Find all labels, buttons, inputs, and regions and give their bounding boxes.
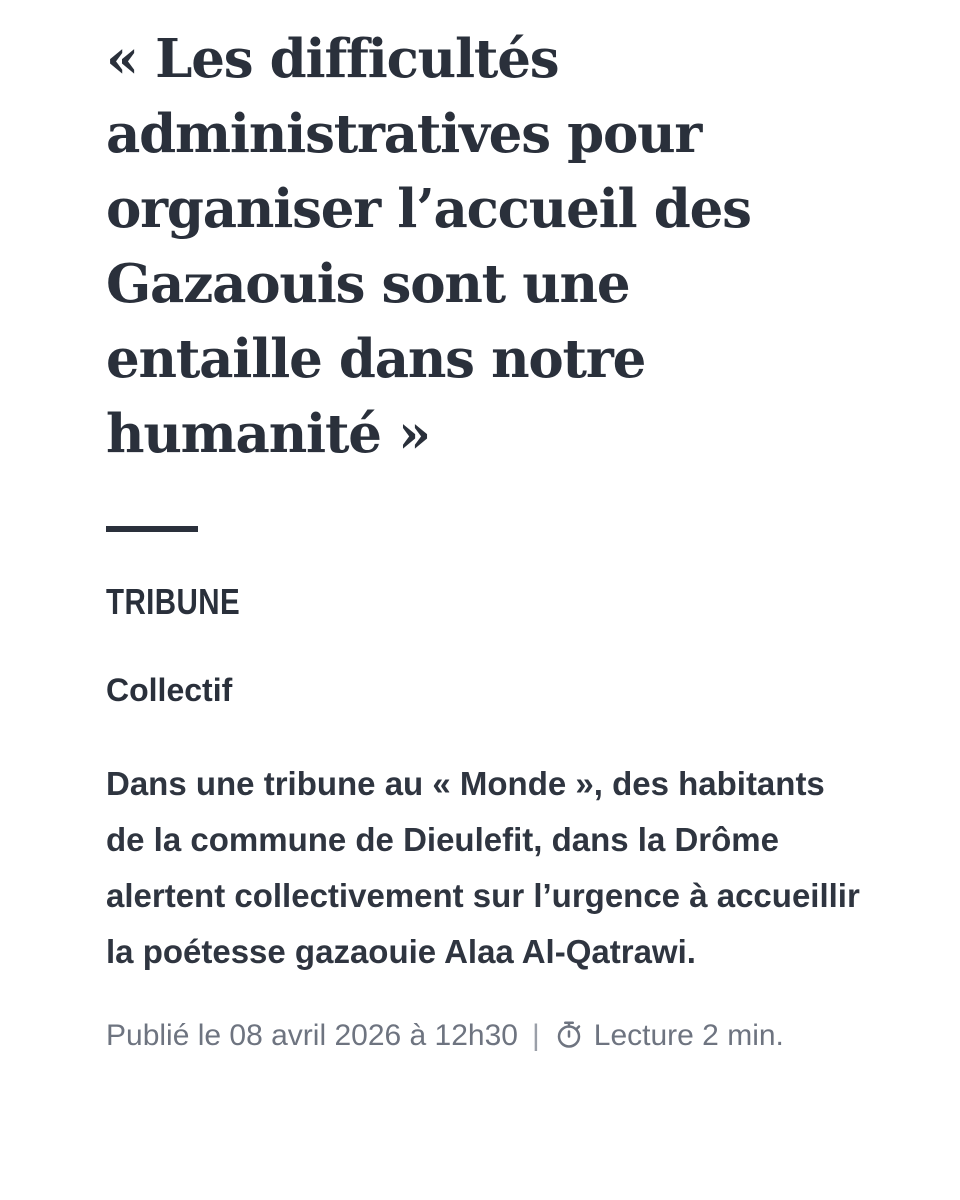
article-meta (106, 1010, 846, 1062)
author-name[interactable]: Collectif (106, 672, 233, 708)
headline-divider (106, 526, 198, 532)
publish-date: Publié le 08 avril 2026 à 12h30 (106, 1019, 518, 1052)
section-label[interactable]: TRIBUNE (106, 581, 241, 622)
meta-separator: | (531, 1019, 540, 1052)
stopwatch-icon (554, 1019, 584, 1049)
article-header (106, 22, 866, 1062)
article-headline: « Les difficultés administratives pour organiser l’accueil des Gazaouis sont une entaille dans notre humanité » (106, 28, 751, 465)
article-summary: Dans une tribune au « Monde », des habitants de la commune de Dieulefit, dans la Drôme alertent collectivement sur l’urgence à accueillir la poétesse gazaouie Alaa Al-Qatrawi. (106, 765, 860, 970)
reading-time: Lecture 2 min. (593, 1019, 784, 1052)
